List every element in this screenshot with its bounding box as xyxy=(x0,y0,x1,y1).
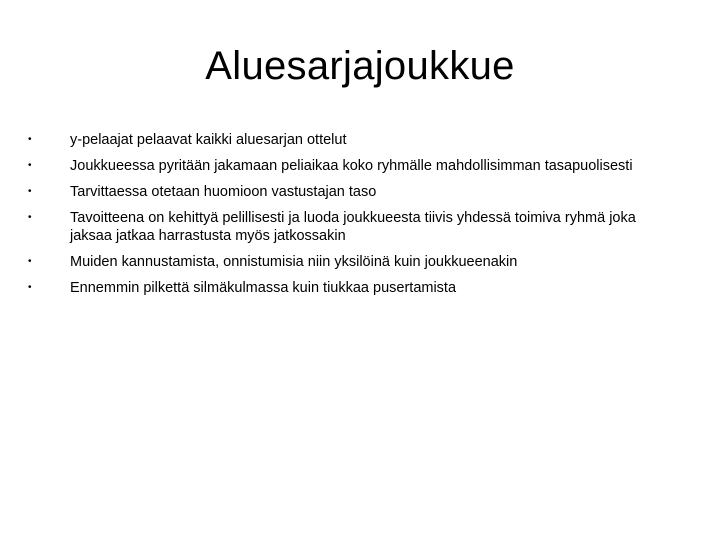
bullet-item-4 xyxy=(28,209,668,245)
bullet-item-6 xyxy=(28,279,668,297)
bullet-text: Ennemmin pilkettä silmäkulmassa kuin tiukkaa pusertamista xyxy=(70,280,457,296)
slide-title: Aluesarjajoukkue xyxy=(205,44,515,88)
bullet-text: Joukkueessa pyritään jakamaan peliaikaa koko ryhmälle mahdollisimman tasapuolisesti xyxy=(70,158,633,174)
bullet-text: y-pelaajat pelaavat kaikki aluesarjan ottelut xyxy=(70,132,347,148)
bullet-dot-icon: • xyxy=(28,160,32,171)
bullet-item-5 xyxy=(28,253,668,271)
bullet-text: Tavoitteena on kehittyä pelillisesti ja luoda joukkueesta tiivis yhdessä toimiva ryhmä joka jaksaa jatkaa harrastusta myös jatkossakin xyxy=(70,210,636,244)
bullet-item-1 xyxy=(28,131,668,149)
bullet-dot-icon: • xyxy=(28,212,32,223)
bullet-text: Tarvittaessa otetaan huomioon vastustajan taso xyxy=(70,184,377,200)
bullet-item-3 xyxy=(28,183,668,201)
bullet-dot-icon: • xyxy=(28,186,32,197)
bullet-text: Muiden kannustamista, onnistumisia niin yksilöinä kuin joukkueenakin xyxy=(70,254,518,270)
bullet-dot-icon: • xyxy=(28,134,32,145)
bullet-dot-icon: • xyxy=(28,282,32,293)
bullet-list xyxy=(28,131,668,305)
bullet-item-2 xyxy=(28,157,668,175)
bullet-dot-icon: • xyxy=(28,256,32,267)
